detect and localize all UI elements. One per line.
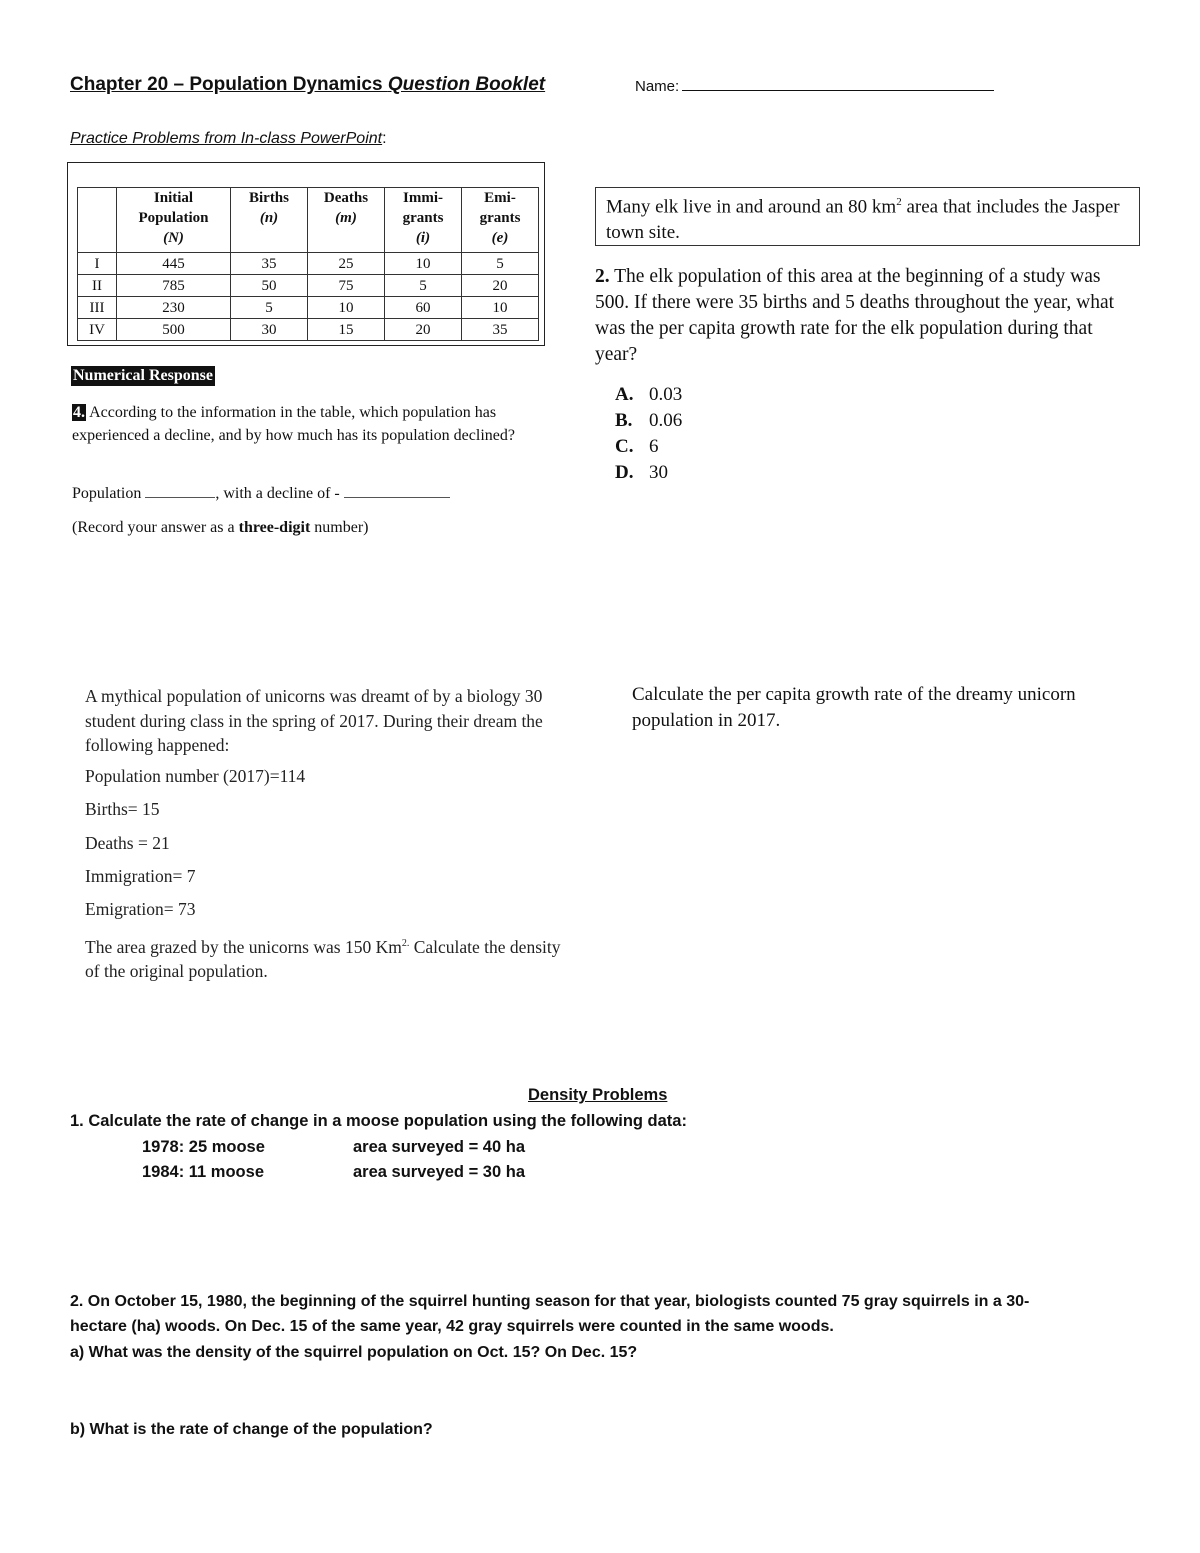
table-cell: 5 — [462, 253, 539, 275]
table-header-row — [78, 188, 539, 253]
table-header-emigrants: Emi- grants (e) — [462, 188, 539, 253]
table-cell: 75 — [308, 275, 385, 297]
table-cell: 20 — [462, 275, 539, 297]
name-field — [635, 78, 994, 95]
table-cell: 20 — [385, 319, 462, 341]
question-4-text: According to the information in the table, which population has experienced a decline, and by how much has its population declined? — [72, 404, 515, 444]
table-cell: 25 — [308, 253, 385, 275]
density-question-2a: a) What was the density of the squirrel population on Oct. 15? On Dec. 15? — [70, 1344, 638, 1361]
table-cell: 35 — [231, 253, 308, 275]
table-cell: 445 — [117, 253, 231, 275]
page-title — [70, 74, 545, 96]
elk-info-box: Many elk live in and around an 80 $km^2$ area that includes the Jasper town site. — [595, 187, 1140, 246]
table-cell: 15 — [308, 319, 385, 341]
elk-choices — [615, 382, 682, 486]
table-cell: 50 — [231, 275, 308, 297]
table-row — [78, 319, 539, 341]
unicorn-growth-question: Calculate the per capita growth rate of the dreamy unicorn population in 2017. — [632, 684, 1076, 731]
subtitle-colon: : — [382, 130, 387, 147]
table-header-initial: Initial Population (N) — [117, 188, 231, 253]
record-instruction: (Record your answer as a three-digit number) — [72, 519, 369, 536]
population-blank[interactable] — [145, 483, 215, 498]
table-cell: 10 — [462, 297, 539, 319]
density-question-1: 1. Calculate the rate of change in a moose population using the following data: — [70, 1112, 687, 1130]
table-cell: 5 — [385, 275, 462, 297]
elk-question-text: The elk population of this area at the beginning of a study was 500. If there were 35 births and 5 deaths throughout the year, what was the per capita growth rate for the elk population during that year? — [595, 266, 1115, 365]
density-question-2-line1: 2. On October 15, 1980, the beginning of the squirrel hunting season for that year, biologists counted 75 gray squirrels in a 30- — [70, 1293, 1030, 1310]
choice-d[interactable]: D. 30 — [615, 462, 668, 483]
table-header-blank — [78, 188, 117, 253]
population-prefix: Population — [72, 485, 142, 502]
table-cell: III — [78, 297, 117, 319]
table-header-births: Births (n) — [231, 188, 308, 253]
population-table — [77, 187, 539, 341]
moose-year-1978: 1978: 25 moose — [142, 1138, 265, 1156]
elk-question — [595, 264, 1135, 368]
table-cell: IV — [78, 319, 117, 341]
choice-c[interactable]: C. 6 — [615, 436, 659, 457]
table-cell: 500 — [117, 319, 231, 341]
table-cell: 785 — [117, 275, 231, 297]
question-4-number: 4. — [73, 404, 85, 421]
table-cell: II — [78, 275, 117, 297]
numerical-response-label: Numerical Response — [73, 367, 213, 384]
subtitle-text: Practice Problems from In-class PowerPoint — [70, 130, 383, 147]
unicorn-births: Births= 15 — [85, 799, 160, 819]
moose-year-1984: 1984: 11 moose — [142, 1163, 264, 1181]
table-cell: I — [78, 253, 117, 275]
table-cell: 30 — [231, 319, 308, 341]
title-main: Chapter 20 – Population Dynamics — [70, 74, 388, 95]
table-row — [78, 253, 539, 275]
density-section-title: Density Problems — [528, 1086, 668, 1104]
decline-text: , with a decline of - — [215, 485, 340, 502]
table-row — [78, 275, 539, 297]
density-question-2-line2: hectare (ha) woods. On Dec. 15 of the same year, 42 gray squirrels were counted in the same woods. — [70, 1318, 834, 1335]
elk-question-number: 2. — [595, 266, 610, 287]
question-4 — [72, 402, 542, 447]
table-cell: 10 — [385, 253, 462, 275]
table-cell: 60 — [385, 297, 462, 319]
moose-area-1984: area surveyed = 30 ha — [353, 1163, 525, 1181]
decline-blank[interactable] — [344, 483, 450, 498]
table-header-deaths: Deaths (m) — [308, 188, 385, 253]
table-cell: 230 — [117, 297, 231, 319]
title-booklet: Question Booklet — [387, 74, 546, 95]
density-question-2b: b) What is the rate of change of the population? — [70, 1421, 433, 1438]
choice-b[interactable]: B. 0.06 — [615, 410, 683, 431]
table-header-immigrants: Immi- grants (i) — [385, 188, 462, 253]
moose-area-1978: area surveyed = 40 ha — [353, 1138, 525, 1156]
population-answer-line — [72, 483, 450, 503]
table-row — [78, 297, 539, 319]
unicorn-deaths: Deaths = 21 — [85, 833, 170, 853]
section-subtitle — [70, 130, 387, 148]
unicorn-population: Population number (2017)=114 — [85, 766, 306, 786]
unicorn-emigration: Emigration= 73 — [85, 899, 196, 919]
population-table-frame — [67, 162, 545, 346]
unicorn-intro: A mythical population of unicorns was dreamt of by a biology 30 student during class in the spring of 2017. During their dream the following happened: — [85, 686, 543, 755]
table-cell: 5 — [231, 297, 308, 319]
unicorn-area-question: The area grazed by the unicorns was 150 $Km^{2.}$ Calculate the density of the original population. — [85, 936, 561, 982]
name-blank-line[interactable] — [682, 78, 994, 91]
choice-a[interactable]: A. 0.03 — [615, 384, 683, 405]
table-cell: 35 — [462, 319, 539, 341]
table-cell: 10 — [308, 297, 385, 319]
name-label: Name: — [635, 78, 680, 95]
unicorn-immigration: Immigration= 7 — [85, 866, 196, 886]
